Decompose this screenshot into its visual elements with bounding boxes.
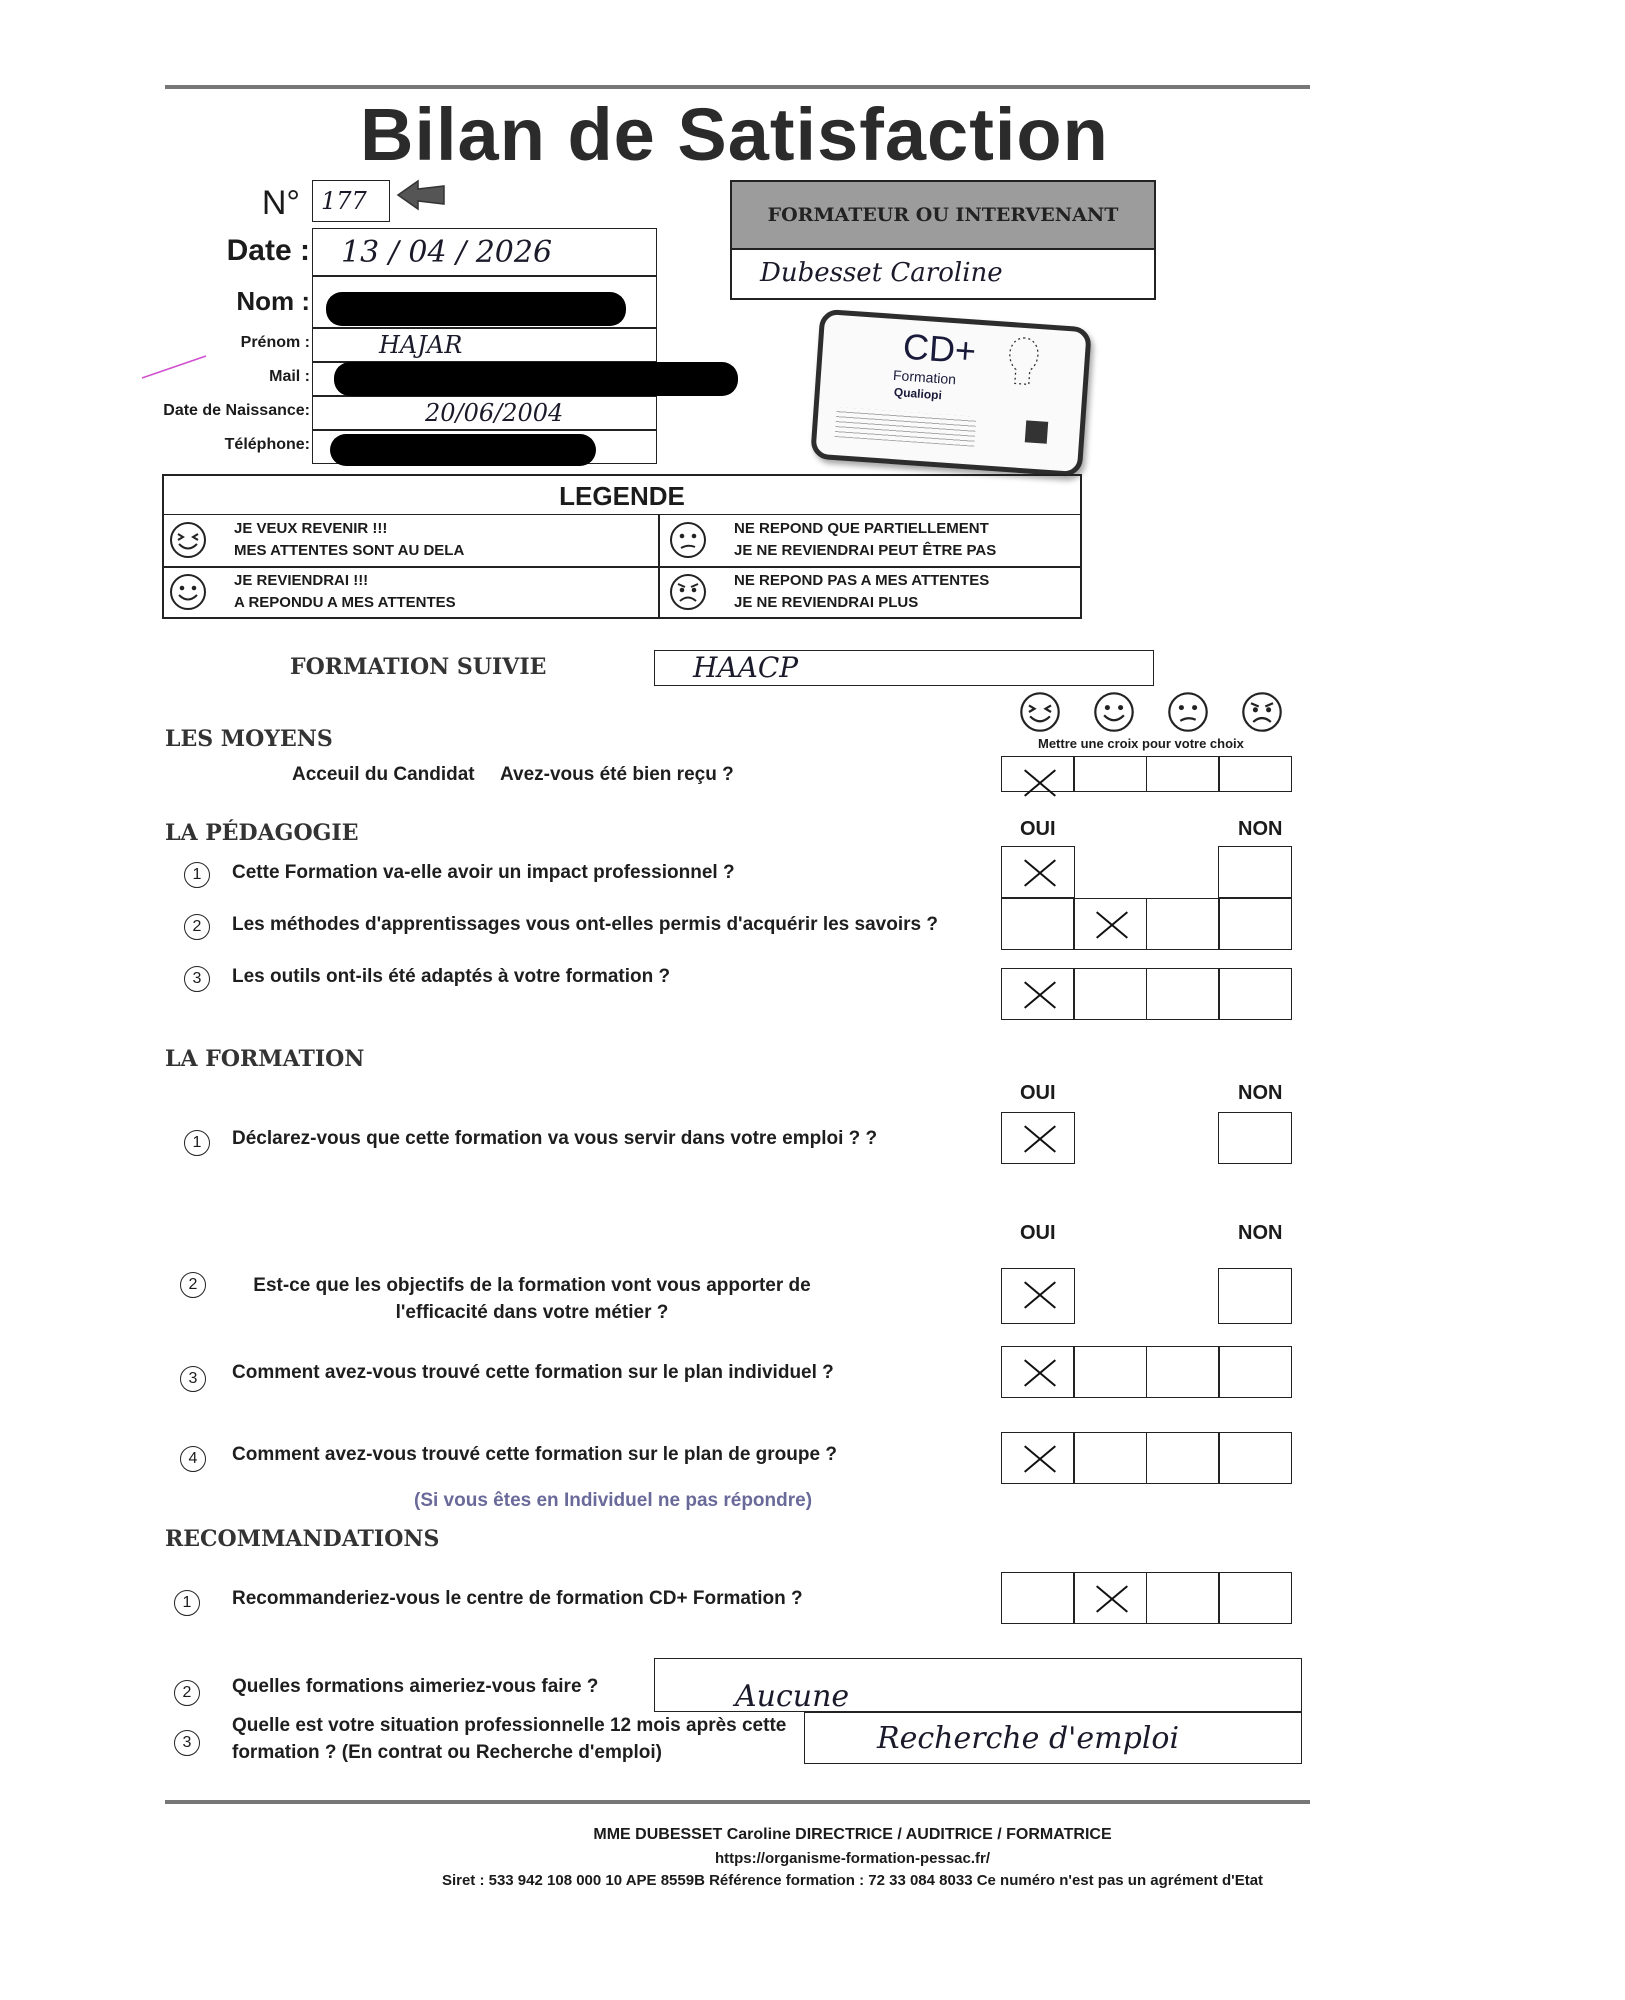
legend-divider-v	[658, 514, 660, 619]
happy-smiley-icon	[168, 572, 208, 612]
answer-cell-blank	[1146, 1268, 1220, 1324]
legend-item-4-line1: NE REPOND PAS A MES ATTENTES	[734, 572, 990, 589]
pen-mark-icon	[140, 352, 210, 382]
formation-q1-number: 1	[184, 1130, 210, 1156]
answer-cell-confused[interactable]	[1146, 756, 1220, 792]
answer-cell-blank	[1073, 1268, 1147, 1324]
formation-oui-label-1: OUI	[1020, 1082, 1056, 1104]
formateur-title: FORMATEUR OU INTERVENANT	[732, 182, 1154, 250]
recommandations-q3-text	[232, 1712, 786, 1766]
answer-cell-2[interactable]	[1073, 968, 1147, 1020]
recommandations-q1-number: 1	[174, 1590, 200, 1616]
logo-square-icon	[1025, 420, 1048, 443]
legend-item-2	[734, 518, 996, 562]
answer-cell-very-happy[interactable]	[1001, 756, 1075, 792]
legend-item-3-line2: A REPONDU A MES ATTENTES	[234, 594, 456, 611]
answer-cell-blank	[1146, 1112, 1220, 1164]
formation-q4-number: 4	[180, 1446, 206, 1472]
answer-cell-2[interactable]	[1073, 898, 1147, 950]
section-formation: LA FORMATION	[165, 1046, 365, 1072]
legend-item-1-line1: JE VEUX REVENIR !!!	[234, 520, 388, 537]
formation-non-label-1: NON	[1238, 1082, 1283, 1104]
formation-q1-text: Déclarez-vous que cette formation va vous servir dans votre emploi ? ?	[232, 1128, 878, 1149]
prenom-field	[312, 328, 657, 362]
naissance-field	[312, 396, 657, 430]
answer-cell-blank	[1073, 1112, 1147, 1164]
no-label: N°	[261, 184, 300, 222]
answer-cell-4[interactable]	[1218, 968, 1292, 1020]
scale-very-happy-icon	[1018, 690, 1062, 734]
answer-cell-oui[interactable]	[1001, 846, 1075, 898]
very-happy-smiley-icon	[168, 520, 208, 560]
section-pedagogie: LA PÉDAGOGIE	[165, 820, 359, 846]
recommandations-q1-answers	[1002, 1572, 1292, 1624]
answer-cell-3[interactable]	[1146, 1572, 1220, 1624]
scale-happy-icon	[1092, 690, 1136, 734]
logo-sub: Formation	[892, 366, 957, 388]
answer-cell-4[interactable]	[1218, 1572, 1292, 1624]
pedagogie-oui-label: OUI	[1020, 818, 1056, 840]
legend-item-4	[734, 570, 989, 614]
answer-cell-non[interactable]	[1218, 846, 1292, 898]
formation-q4-text: Comment avez-vous trouvé cette formation sur le plan de groupe ?	[232, 1444, 837, 1465]
answer-cell-blank	[1073, 846, 1147, 898]
legend-item-1-line2: MES ATTENTES SONT AU DELA	[234, 542, 465, 559]
scale-angry-icon	[1240, 690, 1284, 734]
bottom-rule	[165, 1800, 1310, 1804]
answer-cell-angry[interactable]	[1218, 756, 1292, 792]
answer-cell-4[interactable]	[1218, 898, 1292, 950]
pedagogie-q3-text: Les outils ont-ils été adaptés à votre formation ?	[232, 966, 671, 987]
page-title: Bilan de Satisfaction	[360, 93, 1109, 176]
recommandations-q3-field[interactable]	[804, 1712, 1302, 1764]
formation-q2-line2: l'efficacité dans votre métier ?	[395, 1302, 669, 1323]
footer-line3: Siret : 533 942 108 000 10 APE 8559B Référence formation : 72 33 084 8033 Ce numéro n'est pas un agrément d'Etat	[441, 1872, 1264, 1889]
logo-qualiopi: Qualiopi	[893, 385, 943, 403]
recommandations-q3-line2: formation ? (En contrat ou Recherche d'emploi)	[232, 1742, 662, 1763]
footer-line2[interactable]: https://organisme-formation-pessac.fr/	[714, 1850, 991, 1867]
formation-suivie-field	[654, 650, 1154, 686]
recommandations-q3-answer: Recherche d'emploi	[877, 1721, 1180, 1756]
footer-line1: MME DUBESSET Caroline DIRECTRICE / AUDITRICE / FORMATRICE	[593, 1826, 1112, 1843]
answer-cell-non[interactable]	[1218, 1112, 1292, 1164]
formation-q3-text: Comment avez-vous trouvé cette formation sur le plan individuel ?	[232, 1362, 834, 1383]
moyens-answer-row	[1002, 756, 1292, 792]
angry-smiley-icon	[668, 572, 708, 612]
legend-item-3-line1: JE REVIENDRAI !!!	[234, 572, 369, 589]
scale-confused-icon	[1166, 690, 1210, 734]
no-value: 177	[321, 187, 367, 215]
answer-cell-1[interactable]	[1001, 1346, 1075, 1398]
legend-item-3	[234, 570, 456, 614]
answer-cell-1[interactable]	[1001, 1432, 1075, 1484]
answer-cell-1[interactable]	[1001, 898, 1075, 950]
pedagogie-q1-answers	[1002, 846, 1292, 898]
formation-q2-text	[232, 1272, 832, 1326]
legend-item-2-line1: NE REPOND QUE PARTIELLEMENT	[734, 520, 989, 537]
telephone-label: Téléphone:	[224, 436, 310, 453]
answer-cell-1[interactable]	[1001, 968, 1075, 1020]
answer-cell-blank	[1146, 846, 1220, 898]
formation-suivie-value: HAACP	[693, 651, 799, 684]
date-value: 13 / 04 / 2026	[341, 235, 553, 270]
answer-cell-2[interactable]	[1073, 1432, 1147, 1484]
recommandations-q3-number: 3	[174, 1730, 200, 1756]
legend-item-4-line2: JE NE REVIENDRAI PLUS	[734, 594, 919, 611]
nom-label: Nom :	[236, 286, 310, 316]
pedagogie-non-label: NON	[1238, 818, 1283, 840]
recommandations-q1-text: Recommanderiez-vous le centre de formation CD+ Formation ?	[232, 1588, 803, 1609]
logo-lines	[835, 407, 977, 447]
formateur-box	[730, 180, 1156, 300]
legend-item-1	[234, 518, 464, 562]
formation-q4-answers	[1002, 1432, 1292, 1484]
formation-oui-label-2: OUI	[1020, 1222, 1056, 1244]
scale-hint: Mettre une croix pour votre choix	[1038, 736, 1244, 751]
date-field	[312, 228, 657, 276]
moyens-question-label: Acceuil du Candidat	[292, 764, 475, 785]
redacted-nom	[326, 292, 626, 326]
moyens-question: Avez-vous été bien reçu ?	[500, 764, 734, 785]
answer-cell-3[interactable]	[1146, 968, 1220, 1020]
answer-cell-2[interactable]	[1073, 1572, 1147, 1624]
confused-smiley-icon	[668, 520, 708, 560]
answer-cell-oui[interactable]	[1001, 1112, 1075, 1164]
formation-non-label-2: NON	[1238, 1222, 1283, 1244]
section-moyens: LES MOYENS	[165, 726, 333, 752]
pedagogie-q1-text: Cette Formation va-elle avoir un impact professionnel ?	[232, 862, 735, 883]
legend-divider-h	[164, 566, 1080, 568]
redacted-mail	[334, 362, 738, 396]
formation-q2-line1: Est-ce que les objectifs de la formation vont vous apporter de	[253, 1275, 811, 1296]
legend-item-2-line2: JE NE REVIENDRAI PEUT ÊTRE PAS	[734, 542, 997, 559]
no-field	[312, 180, 390, 222]
recommandations-q2-field[interactable]	[654, 1658, 1302, 1712]
recommandations-q2-text: Quelles formations aimeriez-vous faire ?	[232, 1676, 599, 1697]
mail-label: Mail :	[269, 368, 310, 385]
legend	[162, 474, 1082, 619]
star-bulb-icon	[998, 332, 1048, 395]
answer-cell-oui[interactable]	[1001, 1268, 1075, 1324]
answer-cell-3[interactable]	[1146, 898, 1220, 950]
naissance-value: 20/06/2004	[425, 399, 564, 427]
answer-cell-4[interactable]	[1218, 1432, 1292, 1484]
formateur-value: Dubesset Caroline	[760, 258, 1003, 288]
formation-q3-number: 3	[180, 1366, 206, 1392]
answer-cell-1[interactable]	[1001, 1572, 1075, 1624]
pedagogie-q3-answers	[1002, 968, 1292, 1020]
top-rule	[165, 85, 1310, 89]
answer-cell-3[interactable]	[1146, 1432, 1220, 1484]
answer-cell-happy[interactable]	[1073, 756, 1147, 792]
answer-cell-2[interactable]	[1073, 1346, 1147, 1398]
formation-q2-answers	[1002, 1268, 1292, 1324]
formation-note: (Si vous êtes en Individuel ne pas répondre)	[414, 1490, 813, 1511]
logo-card	[810, 309, 1092, 478]
pedagogie-q2-number: 2	[184, 914, 210, 940]
pedagogie-q1-number: 1	[184, 862, 210, 888]
pedagogie-q3-number: 3	[184, 966, 210, 992]
naissance-label: Date de Naissance:	[163, 402, 310, 419]
formation-q3-answers	[1002, 1346, 1292, 1398]
redacted-telephone	[330, 434, 596, 466]
pedagogie-q2-answers	[1002, 898, 1292, 950]
date-label: Date :	[226, 234, 310, 267]
legend-title: LEGENDE	[164, 476, 1080, 515]
formation-q1-answers	[1002, 1112, 1292, 1164]
formation-suivie-label: FORMATION SUIVIE	[290, 654, 547, 680]
logo-brand: CD+	[901, 325, 978, 372]
answer-cell-4[interactable]	[1218, 1346, 1292, 1398]
section-recommandations: RECOMMANDATIONS	[165, 1526, 440, 1552]
prenom-label: Prénom :	[240, 334, 310, 351]
recommandations-q3-line1: Quelle est votre situation professionnelle 12 mois après cette	[232, 1715, 787, 1736]
recommandations-q2-number: 2	[174, 1680, 200, 1706]
answer-cell-non[interactable]	[1218, 1268, 1292, 1324]
answer-cell-3[interactable]	[1146, 1346, 1220, 1398]
pedagogie-q2-text: Les méthodes d'apprentissages vous ont-elles permis d'acquérir les savoirs ?	[232, 914, 938, 935]
arrow-left-icon	[396, 178, 446, 212]
recommandations-q2-answer: Aucune	[735, 1679, 850, 1714]
formation-q2-number: 2	[180, 1272, 206, 1298]
prenom-value: HAJAR	[379, 331, 463, 359]
